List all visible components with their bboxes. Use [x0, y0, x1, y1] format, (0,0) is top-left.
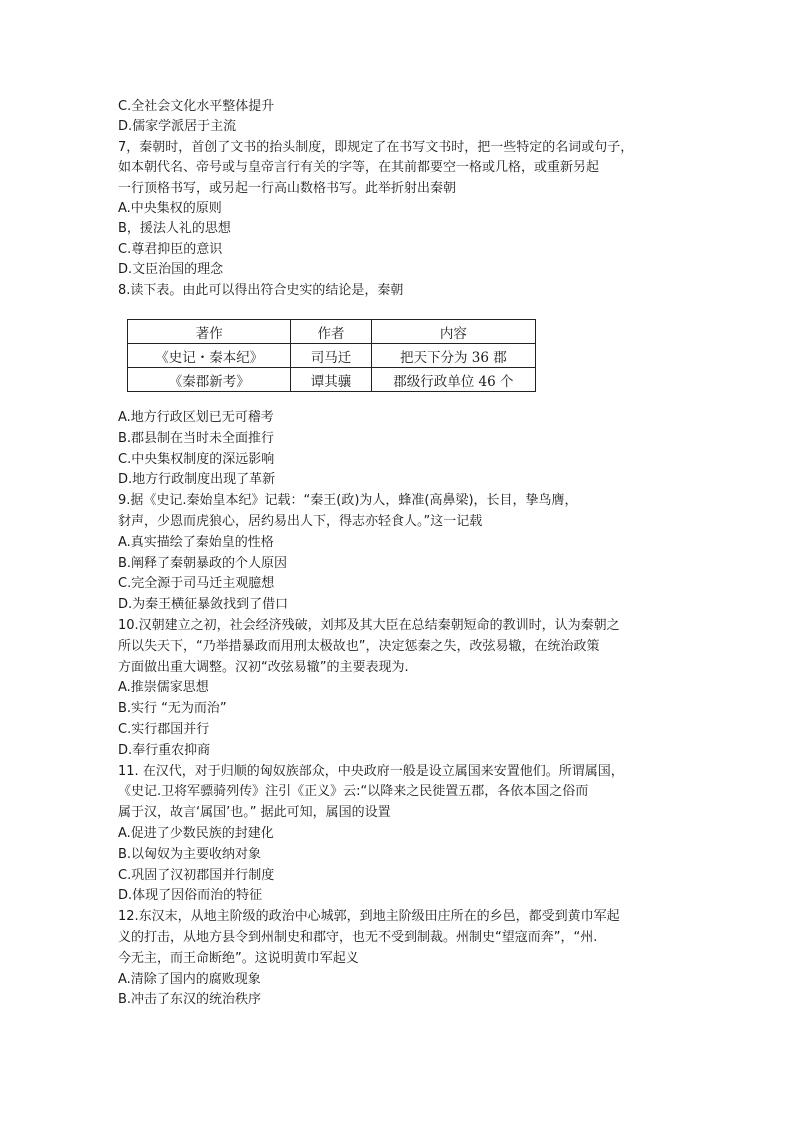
text-line: A.真实描绘了秦始皇的性格 [118, 534, 274, 550]
text-line: B.实行 “无为而治” [118, 701, 227, 717]
text-line: 今无主，而王命断绝”。这说明黄巾军起义 [118, 950, 359, 966]
text-line: C.尊君抑臣的意识 [118, 241, 223, 257]
text-line: B.冲击了东汉的统治秩序 [118, 992, 262, 1008]
text-line: D.体现了因俗而治的特征 [118, 888, 263, 904]
text-line: B，援法人礼的思想 [118, 221, 231, 237]
text-line: D.地方行政制度出现了革新 [118, 472, 276, 488]
text-line: B.以匈奴为主要收纳对象 [118, 846, 262, 862]
table-row [128, 368, 536, 392]
text-line: A.推崇儒家思想 [118, 680, 209, 696]
table-header-row [128, 320, 536, 344]
table-cell: 把天下分为 36 郡 [371, 344, 535, 368]
table-row [128, 344, 536, 368]
text-line: C.中央集权制度的深远影响 [118, 451, 275, 467]
text-line: C.全社会文化水平整体提升 [118, 99, 275, 114]
works-table [127, 319, 536, 392]
text-line: 义的打击，从地方县令到州制史和郡守，也无不受到制裁。州制史“望寇而奔”，“州. [118, 930, 598, 945]
table-cell: 《秦郡新考》 [128, 368, 291, 392]
text-line: 所以失天下，“乃举措暴政而用刑太极故也”，决定惩秦之失，改弦易辙，在统治政策 [118, 638, 600, 654]
text-line: C.完全源于司马迁主观臆想 [118, 576, 275, 592]
text-line: 《史记.卫将军骠骑列传》注引《正义》云:“以降来之民徙置五郡，各依本国之俗而 [118, 784, 589, 800]
table-cell: 郡级行政单位 46 个 [371, 368, 535, 392]
text-line: 10.汉朝建立之初，社会经济残破，刘邦及其大臣在总结秦朝短命的教训时，认为秦朝之 [118, 618, 620, 633]
text-line: 7，秦朝时，首创了文书的抬头制度，即规定了在书写文书时，把一些特定的名词或句子， [118, 139, 634, 155]
text-line: D.文臣治国的理念 [118, 262, 224, 278]
text-line: A.中央集权的原则 [118, 201, 222, 216]
text-line: C.巩固了汉初郡国并行制度 [118, 867, 275, 883]
text-line: 如本朝代名、帝号或与皇帝言行有关的字等，在其前都要空一格或几格，或重新另起 [118, 160, 600, 176]
table-cell: 谭其骧 [291, 368, 371, 392]
text-line: A.清除了国内的腐败现象 [118, 971, 261, 987]
text-line: D.儒家学派居于主流 [118, 119, 237, 135]
text-line: 8.读下表。由此可以得出符合史实的结论是，秦朝 [118, 282, 404, 298]
table-header-cell: 内容 [371, 320, 535, 344]
text-line: 9.据《史记.秦始皇本纪》记载：“秦王(政)为人，蜂准(高鼻梁)，长目，挚鸟膺， [118, 493, 578, 509]
table-header-cell: 作者 [291, 320, 371, 344]
table-header-cell: 著作 [128, 320, 291, 344]
text-line: 属于汉，故言‘属国’也。” 据此可知，属国的设置 [118, 805, 391, 821]
text-line: 11. 在汉代，对于归顺的匈奴族部众，中央政府一般是设立属国来安置他们。所谓属国， [118, 763, 624, 779]
text-line: B.郡县制在当时未全面推行 [118, 430, 275, 446]
text-line: A.地方行政区划已无可稽考 [118, 410, 274, 425]
text-line: A.促进了少数民族的封建化 [118, 826, 274, 841]
text-line: D.为秦王横征暴敛找到了借口 [118, 597, 289, 613]
text-line: 方面做出重大调整。汉初“改弦易辙”的主要表现为. [118, 659, 409, 675]
text-line: C.实行郡国并行 [118, 722, 210, 737]
text-line: 豺声，少恩而虎狼心，居约易出人下，得志亦轻食人。”这一记载 [118, 514, 483, 529]
table-cell: 《史记・秦本纪》 [128, 344, 291, 368]
text-line: 12.东汉末，从地主阶级的政治中心城郭，到地主阶级田庄所在的乡邑，都受到黄巾军起 [118, 909, 620, 925]
text-line: 一行顶格书写，或另起一行高山数格书写。此举折射出秦朝 [118, 180, 457, 196]
text-line: D.奉行重农抑商 [118, 742, 211, 758]
table-cell: 司马迁 [291, 344, 371, 368]
text-line: B.阐释了秦朝暴政的个人原因 [118, 555, 288, 571]
